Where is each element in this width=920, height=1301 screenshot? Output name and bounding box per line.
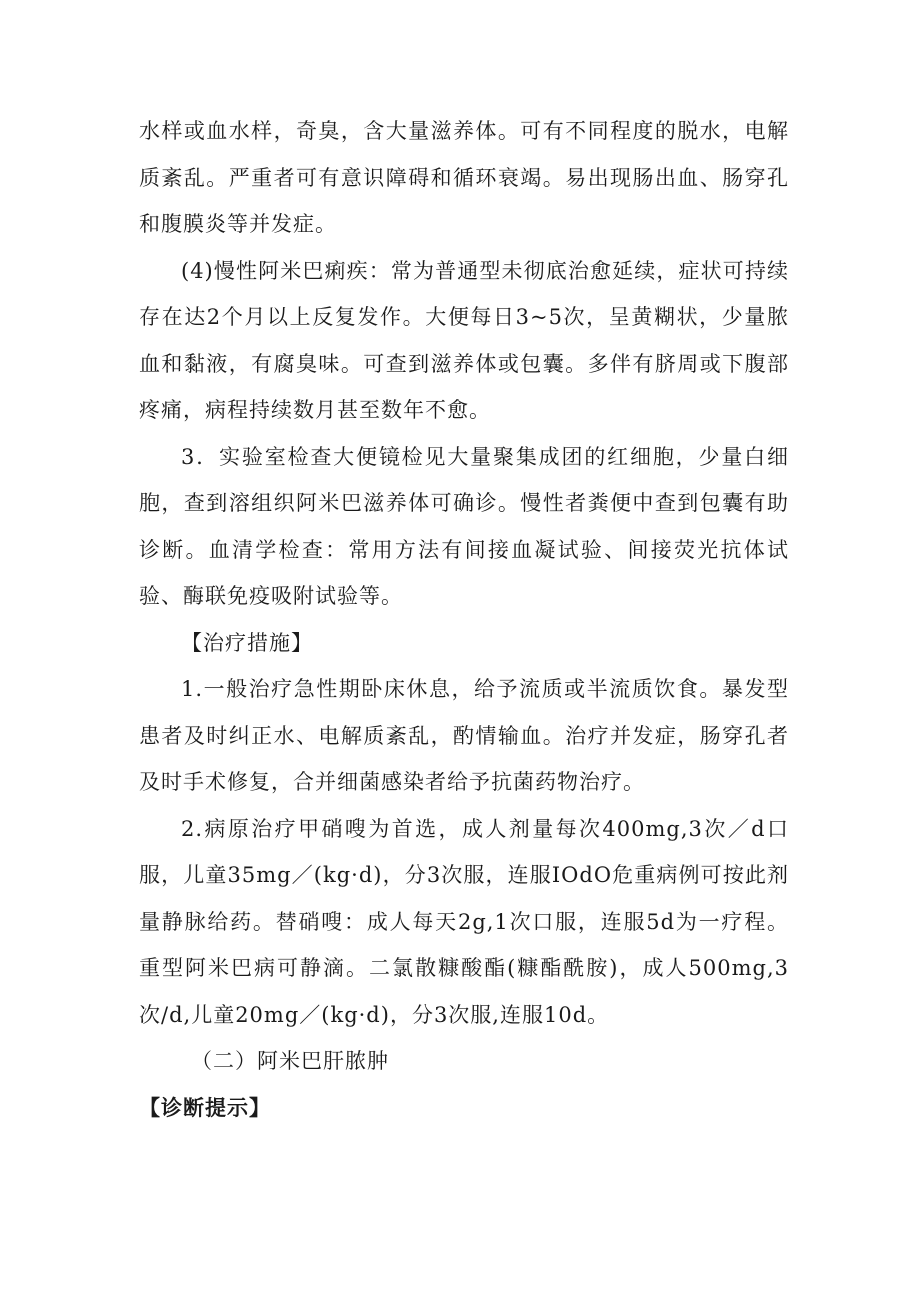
paragraph-lab-tests: 3．实验室检查大便镜检见大量聚集成团的红细胞，少量白细胞，查到溶组织阿米巴滋养体可确诊。慢性者粪便中查到包囊有助诊断。血清学检查：常用方法有间接血凝试验、间接荧光抗体试验、酶联免疫吸附试验等。	[139, 444, 789, 608]
heading-diagnosis-hints: 【诊断提示】	[139, 1094, 271, 1120]
heading-amoebic-liver-abscess: （二）阿米巴肝脓肿	[191, 1049, 389, 1073]
heading-treatment: 【治疗措施】	[181, 630, 313, 655]
paragraph-severe-dysentery-continued: 水样或血水样，奇臭，含大量滋养体。可有不同程度的脱水，电解质紊乱。严重者可有意识障碍和循环衰竭。易出现肠出血、肠穿孔和腹膜炎等并发症。	[139, 119, 789, 236]
paragraph-general-treatment: 1.一般治疗急性期卧床休息，给予流质或半流质饮食。暴发型患者及时纠正水、电解质紊乱，酌情输血。治疗并发症，肠穿孔者及时手术修复，合并细菌感染者给予抗菌药物治疗。	[139, 677, 789, 794]
paragraph-chronic-dysentery: (4)慢性阿米巴痢疾：常为普通型未彻底治愈延续，症状可持续存在达2个月以上反复发作。大便每日3~5次，呈黄糊状，少量脓血和黏液，有腐臭味。可查到滋养体或包囊。多伴有脐周或下腹部疼痛，病程持续数月甚至数年不愈。	[139, 258, 789, 422]
paragraph-etiological-treatment: 2.病原治疗甲硝嗖为首选，成人剂量每次400mg,3次／d口服，儿童35mg／(kg·d)，分3次服，连服IOdO危重病例可按此剂量静脉给药。替硝嗖：成人每天2g,1次口服，连服5d为一疗程。重型阿米巴病可静滴。二氯散糠酸酯(糠酯酰胺)，成人500mg,3次/d,儿童20mg／(kg·d)，分3次服,连服10d。	[139, 816, 789, 1027]
document-body	[139, 108, 789, 1131]
